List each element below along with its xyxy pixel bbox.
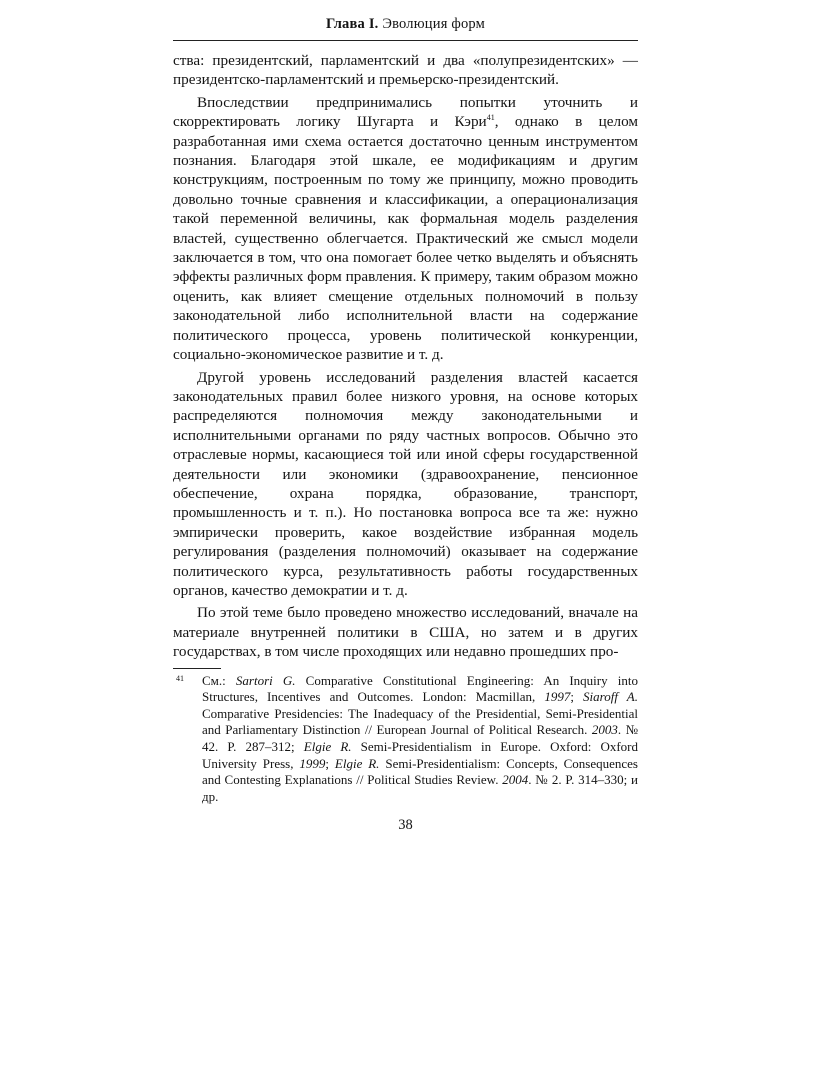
fn-year: 2003	[591, 722, 618, 738]
paragraph-1: ства: президентский, парламентский и два «полупрезидентских» — президентско-парламентский и премьерско-президентский.	[173, 52, 638, 89]
fn-part: См.:	[202, 672, 236, 688]
fn-year: 1997	[544, 689, 571, 705]
fn-part: Semi-Presidentialism: Concepts, Consequences and Contesting Explanations // Political Studies Review.	[202, 755, 638, 788]
fn-author: Elgie R.	[303, 738, 352, 754]
fn-year: 2004	[502, 772, 529, 788]
footnote-separator	[173, 668, 221, 669]
fn-author: Elgie R.	[334, 755, 380, 771]
footnote-mark: 41	[176, 673, 184, 683]
fn-year: 1999	[299, 755, 326, 771]
fn-author: Sartori G.	[235, 672, 296, 688]
paragraph-4: По этой теме было проведено множество исследований, вначале на материале внутренней политики в США, но затем и в других государствах, в том числе проходящих или недавно прошедших про-	[173, 604, 638, 661]
footnote-text	[202, 673, 638, 806]
paragraph-2-end: , однако в целом разработанная ими схема остается достаточно ценным инструментом познания. Благодаря этой шкале, ее модификациям и другим конструкциям, построенным по тому же принципу, можно проводить довольно точные сравнения и классификации, а операционализация такой переменной величины, как формальная модель разделения властей, существенно облегчается. Практический же смысл модели заключается в том, что она помогает более четко выделять и объяснять эффекты различных форм правления. К примеру, таким образом можно оценить, как влияет смещение отдельных полномочий в пользу законодательной либо исполнительной власти на содержание политического процесса, уровень политической конкуренции, социально-экономическое развитие и т. д.	[173, 113, 638, 364]
paragraph-2-start: Впоследствии предпринимались попытки уточнить и скорректировать логику Шугарта и Кэри	[173, 93, 638, 131]
footnote-41	[173, 673, 638, 806]
fn-part: . № 2. P. 314–330; и др.	[202, 772, 639, 804]
fn-part: Comparative Constitutional Engineering: An Inquiry into Structures, Incentives and Outcomes. London: Macmillan,	[202, 672, 638, 705]
chapter-title: Эволюция форм	[382, 16, 486, 32]
paragraph-3: Другой уровень исследований разделения властей касается законодательных правил более низкого уровня, на основе которых распределяются полномочия между законодательными и исполнительными органами по ряду частных вопросов. Обычно это отраслевые нормы, касающиеся той или иной сферы государственной деятельности или экономики (здравоохранение, пенсионное обеспечение, охрана порядка, образование, транспорт, промышленность и т. п.). Но постановка вопроса все та же: нужно эмпирически проверить, какое воздействие избранная модель регулирования (разделения полномочий) оказывает на содержание политического курса, результативность работы государственных органов, качество демократии и т. д.	[173, 368, 638, 599]
page-number: 38	[398, 817, 413, 834]
fn-part: ;	[325, 755, 335, 771]
fn-part: Semi-Presidentialism in Europe. Oxford: Oxford University Press,	[202, 738, 638, 771]
fn-part: ;	[570, 689, 584, 705]
main-text	[173, 51, 638, 662]
chapter-label: Глава I.	[325, 16, 379, 32]
footnote-ref-41: 41	[486, 113, 495, 123]
book-page	[173, 14, 638, 834]
fn-author: Siaroff A.	[583, 689, 638, 705]
running-header	[173, 14, 638, 41]
fn-part: Comparative Presidencies: The Inadequacy of the Presidential, Semi-Presidential and Parliamentary Distinction // European Journal of Political Research.	[202, 705, 638, 738]
paragraph-2	[173, 93, 638, 365]
fn-part: . № 42. P. 287–312;	[202, 722, 638, 754]
